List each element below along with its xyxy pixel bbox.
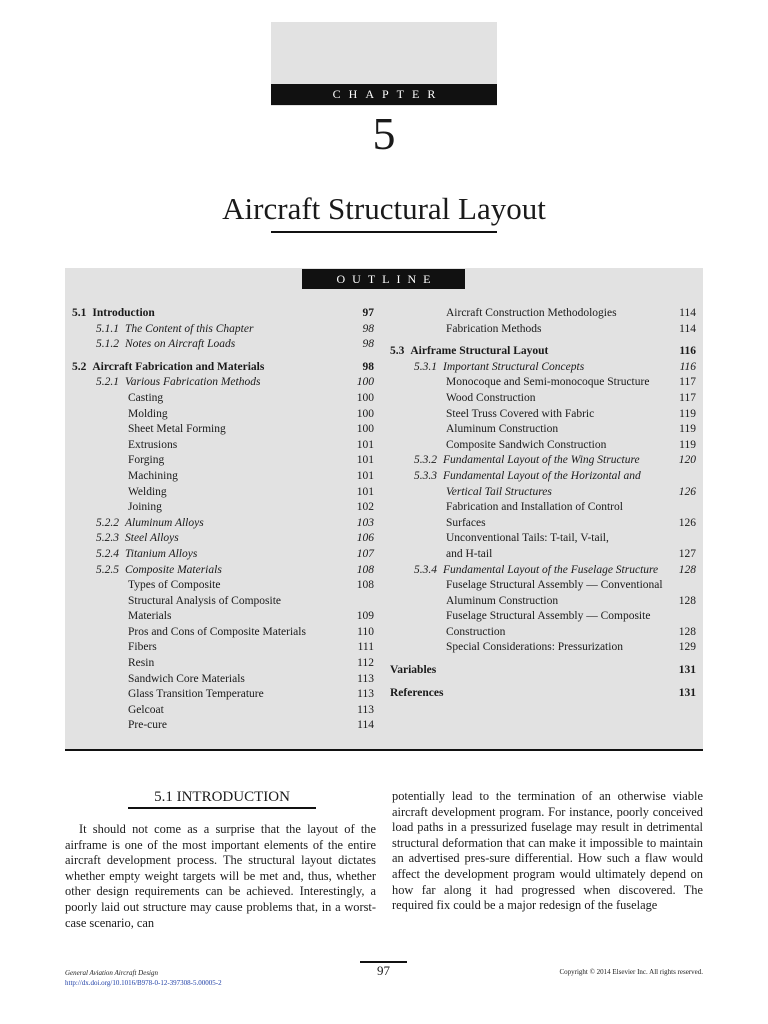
toc-entry-text: Casting	[128, 391, 164, 404]
toc-entry[interactable]	[390, 375, 696, 391]
toc-entry-title	[446, 594, 674, 610]
toc-entry-page: 103	[356, 516, 374, 529]
toc-entry-number: 5.3.4	[414, 563, 437, 576]
toc-entry-page: 100	[356, 376, 374, 389]
toc-entry-text: Aircraft Fabrication and Materials	[92, 360, 265, 373]
toc-entry-number: 5.3.1	[414, 360, 437, 373]
toc-entry[interactable]	[390, 407, 696, 423]
toc-entry-text: Aluminum Construction	[446, 594, 559, 607]
toc-entry-title	[128, 640, 352, 656]
toc-entry-text: Fuselage Structural Assembly — Conventional	[446, 579, 663, 592]
toc-entry-title	[446, 322, 674, 338]
toc-entry-text: Glass Transition Temperature	[128, 688, 264, 701]
toc-entry-number: 5.2.3	[96, 532, 119, 545]
toc-entry[interactable]	[390, 360, 696, 376]
toc-entry-text: Aluminum Construction	[446, 423, 559, 436]
toc-entry-page: 112	[357, 657, 374, 670]
toc-entry-text: Welding	[128, 485, 167, 498]
toc-entry-text: Airframe Structural Layout	[410, 345, 549, 358]
toc-entry-title	[96, 531, 352, 547]
toc-entry[interactable]	[72, 500, 374, 516]
toc-entry-title	[446, 391, 674, 407]
toc-entry-page: 110	[357, 625, 374, 638]
toc-entry-page: 101	[356, 485, 374, 498]
toc-entry[interactable]	[72, 438, 374, 454]
toc-entry-text: Machining	[128, 469, 178, 482]
toc-entry-page: 117	[679, 376, 696, 389]
toc-entry[interactable]	[390, 485, 696, 501]
toc-entry-title	[128, 485, 352, 501]
toc-entry[interactable]	[390, 547, 696, 563]
toc-entry-page: 101	[356, 469, 374, 482]
toc-entry[interactable]	[390, 469, 696, 485]
toc-entry[interactable]	[390, 322, 696, 338]
toc-entry-title	[390, 686, 674, 702]
toc-entry[interactable]	[390, 453, 696, 469]
toc-entry-page: 108	[356, 579, 374, 592]
toc-entry-text: Construction	[446, 625, 506, 638]
toc-entry-number: 5.2	[72, 360, 87, 373]
toc-entry-title	[128, 500, 352, 516]
toc-entry-title	[446, 375, 674, 391]
toc-entry-title	[96, 563, 352, 579]
toc-entry[interactable]	[72, 337, 374, 353]
toc-entry-text: Sheet Metal Forming	[128, 423, 226, 436]
toc-entry-page: 117	[679, 391, 696, 404]
toc-entry-text: Gelcoat	[128, 703, 164, 716]
toc-entry-number: 5.2.1	[96, 376, 119, 389]
toc-entry-title	[446, 306, 674, 322]
toc-entry[interactable]	[390, 563, 696, 579]
toc-entry-text: Introduction	[92, 307, 155, 319]
toc-entry-number: 5.2.5	[96, 563, 119, 576]
toc-entry-text: Aircraft Construction Methodologies	[446, 307, 617, 319]
toc-entry-text: Notes on Aircraft Loads	[125, 338, 236, 351]
toc-entry-title	[96, 516, 352, 532]
toc-entry-number: 5.1	[72, 307, 87, 319]
toc-entry-number: 5.1.2	[96, 338, 119, 351]
toc-entry[interactable]	[72, 322, 374, 338]
toc-entry-text: Resin	[128, 657, 155, 670]
toc-entry[interactable]	[390, 516, 696, 532]
toc-entry-title	[96, 337, 352, 353]
toc-entry[interactable]	[72, 531, 374, 547]
toc-entry-title	[446, 407, 674, 423]
toc-entry-page: 128	[678, 563, 696, 576]
toc-entry[interactable]	[390, 686, 696, 702]
toc-entry-text: The Content of this Chapter	[125, 322, 254, 335]
toc-entry-title	[446, 625, 674, 641]
toc-entry-page: 116	[679, 360, 696, 373]
toc-entry[interactable]	[72, 563, 374, 579]
section-heading-underline	[128, 807, 316, 809]
toc-entry-page: 119	[679, 423, 696, 436]
chapter-label: CHAPTER	[271, 84, 497, 105]
toc-entry-title	[128, 438, 352, 454]
toc-entry-text: Fuselage Structural Assembly — Composite	[446, 610, 651, 623]
toc-entry-title	[128, 469, 352, 485]
toc-entry[interactable]	[72, 656, 374, 672]
toc-entry-page: 102	[356, 501, 374, 514]
toc-entry-page: 107	[356, 547, 374, 560]
toc-entry-title	[128, 407, 352, 423]
toc-entry-text: Fabrication Methods	[446, 322, 542, 335]
footer-book-title: General Aviation Aircraft Design	[65, 969, 159, 977]
toc-entry-title	[96, 322, 352, 338]
toc-entry-title	[128, 453, 352, 469]
toc-entry[interactable]	[390, 625, 696, 641]
toc-entry-page: 98	[362, 360, 374, 373]
toc-entry-text: Molding	[128, 407, 168, 420]
toc-entry-page: 120	[678, 454, 696, 467]
toc-entry-number: 5.3.2	[414, 454, 437, 467]
toc-entry-title	[414, 469, 674, 485]
toc-entry-text: Sandwich Core Materials	[128, 672, 245, 685]
toc-entry[interactable]	[390, 422, 696, 438]
toc-entry-title	[128, 594, 352, 610]
toc-entry-page: 116	[679, 345, 696, 358]
chapter-number: 5	[372, 108, 396, 159]
toc-entry[interactable]	[72, 485, 374, 501]
toc-entry-text: Fabrication and Installation of Control	[446, 501, 623, 514]
toc-entry-text: Extrusions	[128, 438, 178, 451]
toc-entry[interactable]	[72, 594, 374, 610]
toc-entry-text: Steel Alloys	[125, 532, 179, 545]
toc-entry-page: 111	[357, 641, 374, 654]
title-underline	[271, 231, 497, 233]
toc-entry-text: Wood Construction	[446, 391, 536, 404]
toc-entry-title	[128, 609, 352, 625]
toc-entry[interactable]	[72, 718, 374, 734]
toc-entry-number: 5.2.4	[96, 547, 119, 560]
toc-entry-page: 128	[678, 625, 696, 638]
toc-entry[interactable]	[390, 609, 696, 625]
toc-entry-title	[390, 344, 674, 360]
toc-entry-page: 100	[356, 391, 374, 404]
toc-entry-text: Fundamental Layout of the Horizontal and	[443, 469, 641, 482]
toc-entry-page: 114	[357, 719, 374, 732]
toc-entry-title	[446, 609, 674, 625]
toc-entry-page: 131	[678, 664, 696, 677]
toc-entry[interactable]	[72, 306, 374, 322]
toc-entry-number: 5.3	[390, 345, 405, 358]
toc-entry-text: Variables	[390, 664, 437, 677]
toc-entry[interactable]	[72, 703, 374, 719]
toc-entry-page: 100	[356, 407, 374, 420]
toc-entry-page: 113	[357, 672, 374, 685]
toc-entry[interactable]	[72, 578, 374, 594]
body-text-right: potentially lead to the termination of an otherwise viable aircraft development program. For instance, poorly conceived load paths in a pressurized fuselage may result in detrimental structural deformation that can make it impossible to maintain an advertised pres-sure differential. How such a flaw would affect the development program would ultimately depend on how far along it had progressed when discovered. The required fix could be a major redesign of the fuselage	[392, 789, 703, 913]
toc-entry-page: 128	[678, 594, 696, 607]
toc-entry-title	[128, 625, 352, 641]
toc-entry-title	[72, 306, 352, 322]
toc-right-column	[390, 306, 696, 701]
body-text-left: It should not come as a surprise that the layout of the airframe is one of the most important elements of the entire aircraft development process. The structural layout dictates whether empty weight targets will be met and, thus, whether other design requirements can be achieved. Interestingly, a poorly laid out structure may cause problems that, in a worst-case scenario, can	[65, 822, 376, 930]
toc-entry-page: 129	[678, 641, 696, 654]
toc-entry-page: 109	[356, 610, 374, 623]
toc-entry-text: Special Considerations: Pressurization	[446, 641, 623, 654]
toc-entry-text: Types of Composite	[128, 579, 221, 592]
toc-entry[interactable]	[72, 469, 374, 485]
toc-entry-title	[128, 578, 352, 594]
toc-entry-page: 100	[356, 423, 374, 436]
toc-entry[interactable]	[390, 438, 696, 454]
toc-entry-title	[72, 360, 352, 376]
toc-entry-title	[96, 375, 352, 391]
toc-entry[interactable]	[390, 391, 696, 407]
toc-entry[interactable]	[72, 407, 374, 423]
toc-entry-text: Structural Analysis of Composite	[128, 594, 282, 607]
toc-entry[interactable]	[390, 500, 696, 516]
outline-label: OUTLINE	[302, 269, 465, 289]
toc-entry-text: References	[390, 686, 444, 699]
toc-entry-number: 5.3.3	[414, 469, 437, 482]
toc-entry-text: Surfaces	[446, 516, 486, 529]
toc-entry-title	[128, 656, 352, 672]
toc-entry-page: 113	[357, 703, 374, 716]
toc-left-column	[72, 306, 374, 734]
toc-entry-page: 114	[679, 322, 696, 335]
toc-entry-page: 126	[678, 485, 696, 498]
toc-entry-title	[446, 500, 674, 516]
toc-entry-title	[446, 531, 674, 547]
toc-entry[interactable]	[390, 306, 696, 322]
toc-entry-title	[446, 547, 674, 563]
toc-entry-text: Materials	[128, 610, 172, 623]
toc-entry-number: 5.2.2	[96, 516, 119, 529]
toc-entry-text: Fundamental Layout of the Fuselage Structure	[443, 563, 659, 576]
toc-entry-title	[414, 563, 674, 579]
toc-entry-title	[128, 687, 352, 703]
toc-entry-text: and H-tail	[446, 547, 493, 560]
toc-entry-title	[128, 672, 352, 688]
toc-entry-title	[128, 703, 352, 719]
toc-entry-page: 131	[678, 686, 696, 699]
toc-entry[interactable]	[72, 453, 374, 469]
toc-entry-title	[128, 422, 352, 438]
toc-entry-page: 101	[356, 438, 374, 451]
toc-entry-page: 97	[362, 307, 374, 319]
toc-entry[interactable]	[390, 531, 696, 547]
toc-entry-page: 127	[678, 547, 696, 560]
toc-entry-text: Various Fabrication Methods	[125, 376, 261, 389]
toc-entry[interactable]	[390, 578, 696, 594]
toc-entry-title	[414, 485, 674, 501]
toc-entry[interactable]	[72, 640, 374, 656]
footer-copyright: Copyright © 2014 Elsevier Inc. All rights reserved.	[559, 968, 703, 976]
toc-entry-title	[128, 391, 352, 407]
toc-entry-page: 119	[679, 407, 696, 420]
toc-entry-title	[414, 360, 674, 376]
toc-entry-text: Aluminum Alloys	[125, 516, 204, 529]
toc-entry-number: 5.1.1	[96, 322, 119, 335]
toc-entry[interactable]	[72, 625, 374, 641]
toc-entry[interactable]	[390, 663, 696, 679]
toc-entry-page: 101	[356, 454, 374, 467]
toc-entry[interactable]	[72, 422, 374, 438]
toc-entry-title	[390, 663, 674, 679]
toc-entry-page: 113	[357, 688, 374, 701]
toc-entry[interactable]	[72, 609, 374, 625]
footer-doi-link[interactable]: http://dx.doi.org/10.1016/B978-0-12-397308-5.00005-2	[65, 979, 222, 987]
toc-entry-text: Steel Truss Covered with Fabric	[446, 407, 595, 420]
toc-entry-text: Vertical Tail Structures	[446, 485, 552, 498]
toc-entry-title	[414, 453, 674, 469]
toc-entry-text: Composite Materials	[125, 563, 222, 576]
toc-entry-page: 106	[356, 532, 374, 545]
toc-entry-text: Unconventional Tails: T-tail, V-tail,	[446, 532, 609, 545]
toc-entry-title	[446, 422, 674, 438]
toc-entry-text: Fundamental Layout of the Wing Structure	[443, 454, 640, 467]
toc-entry-text: Monocoque and Semi-monocoque Structure	[446, 376, 650, 389]
toc-entry[interactable]	[72, 360, 374, 376]
toc-entry-page: 108	[356, 563, 374, 576]
toc-entry-page: 114	[679, 307, 696, 319]
toc-entry-title	[446, 516, 674, 532]
toc-entry[interactable]	[390, 640, 696, 656]
toc-entry-page: 98	[362, 322, 374, 335]
toc-entry[interactable]	[72, 672, 374, 688]
page-number: 97	[377, 963, 390, 978]
toc-entry-page: 126	[678, 516, 696, 529]
chapter-title: Aircraft Structural Layout	[222, 191, 546, 226]
section-heading: 5.1 INTRODUCTION	[154, 789, 290, 805]
toc-entry-title	[128, 718, 352, 734]
toc-entry-text: Forging	[128, 454, 165, 467]
toc-entry[interactable]	[72, 516, 374, 532]
toc-entry[interactable]	[72, 687, 374, 703]
toc-entry-text: Composite Sandwich Construction	[446, 438, 607, 451]
toc-entry-page: 119	[679, 438, 696, 451]
toc-entry-title	[96, 547, 352, 563]
toc-entry[interactable]	[72, 391, 374, 407]
toc-entry-text: Pros and Cons of Composite Materials	[128, 625, 306, 638]
toc-entry-page: 98	[362, 338, 374, 351]
toc-entry[interactable]	[72, 375, 374, 391]
toc-entry-title	[446, 640, 674, 656]
toc-entry[interactable]	[390, 344, 696, 360]
toc-entry[interactable]	[390, 594, 696, 610]
toc-entry-title	[446, 578, 674, 594]
toc-entry-title	[446, 438, 674, 454]
toc-entry-text: Pre-cure	[128, 719, 167, 732]
toc-entry-text: Fibers	[128, 641, 157, 654]
toc-entry-text: Joining	[128, 501, 162, 514]
toc-entry-text: Important Structural Concepts	[443, 360, 585, 373]
toc-entry[interactable]	[72, 547, 374, 563]
toc-entry-text: Titanium Alloys	[125, 547, 198, 560]
